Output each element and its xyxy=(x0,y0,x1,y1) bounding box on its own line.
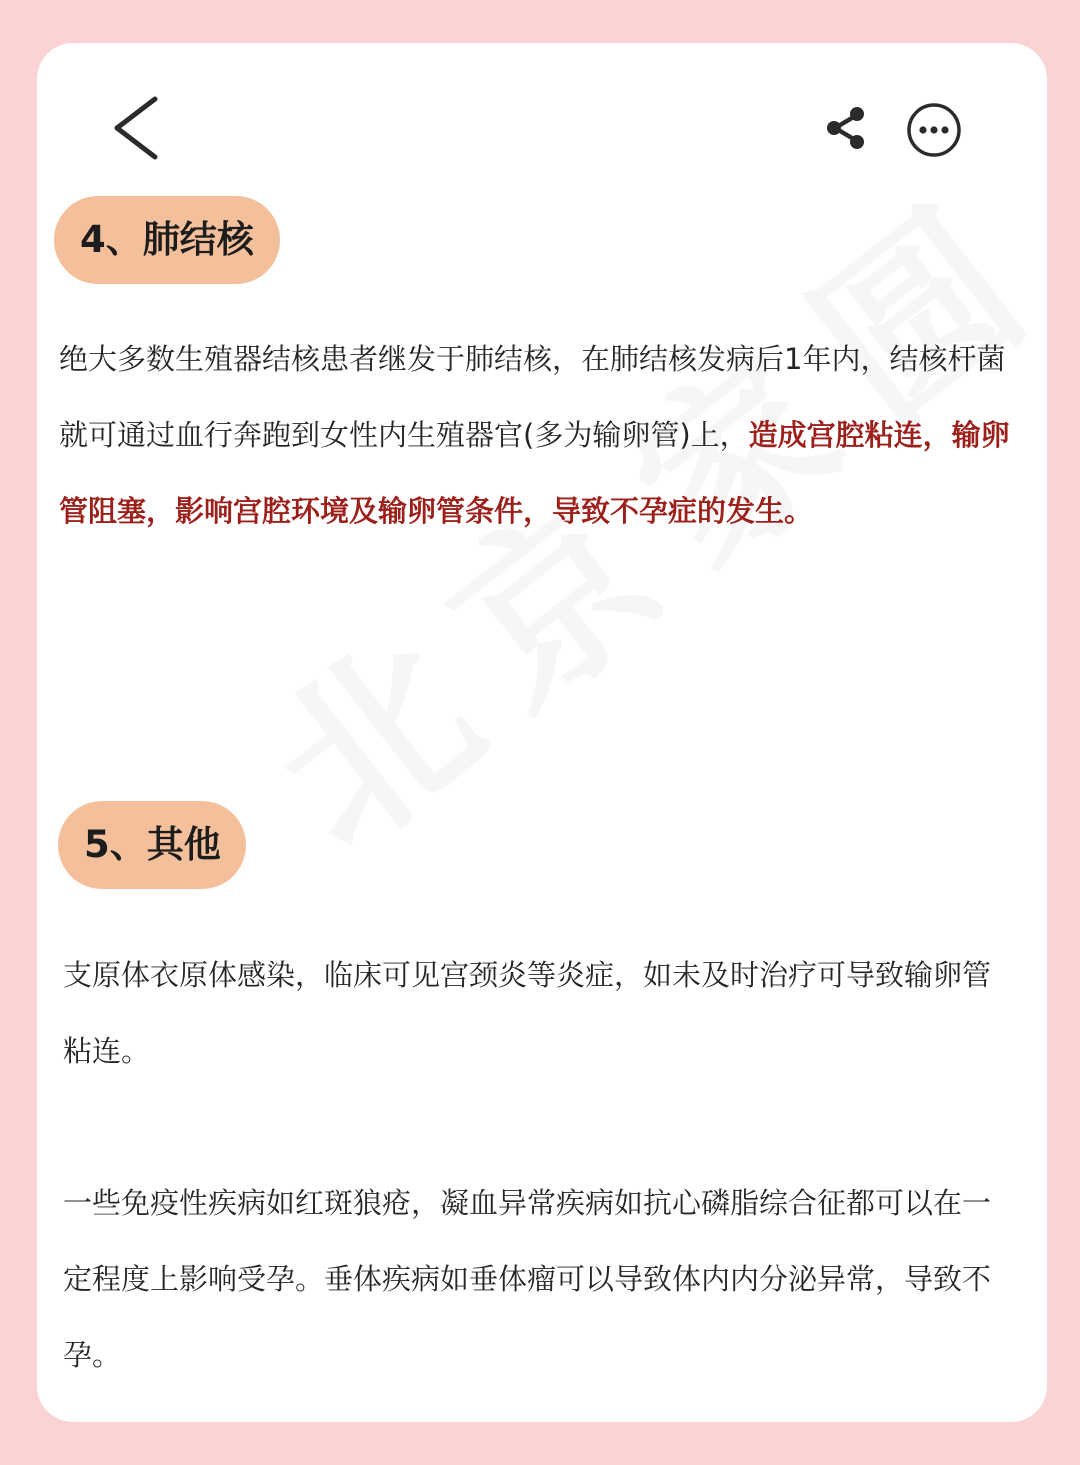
section-4-emphasis-text: 造成宫腔粘连，输卵管阻塞，影响宫腔环境及输卵管条件，导致不孕症的发生。 xyxy=(59,418,1010,528)
more-horizontal-circle-icon[interactable] xyxy=(905,101,963,159)
section-4-title: 4、肺结核 xyxy=(54,196,280,284)
section-5-paragraph-2: 一些免疫性疾病如红斑狼疮，凝血异常疾病如抗心磷脂综合征都可以在一定程度上影响受孕。垂体疾病如垂体瘤可以导致体内内分泌异常，导致不孕。 xyxy=(63,1186,992,1372)
section-4-paragraph xyxy=(59,321,1014,549)
section-5-paragraph-1: 支原体衣原体感染，临床可见宫颈炎等炎症，如未及时治疗可导致输卵管粘连。 xyxy=(63,958,992,1068)
chevron-left-icon[interactable] xyxy=(107,95,167,161)
section-5-title: 5、其他 xyxy=(58,801,246,889)
content-card xyxy=(37,43,1047,1422)
share-icon[interactable] xyxy=(823,105,869,151)
section-4-text: 绝大多数生殖器结核患者继发于肺结核，在肺结核发病后1年内，结核杆菌就可通过血行奔跑到女性内生殖器官(多为输卵管)上， xyxy=(59,342,1006,452)
